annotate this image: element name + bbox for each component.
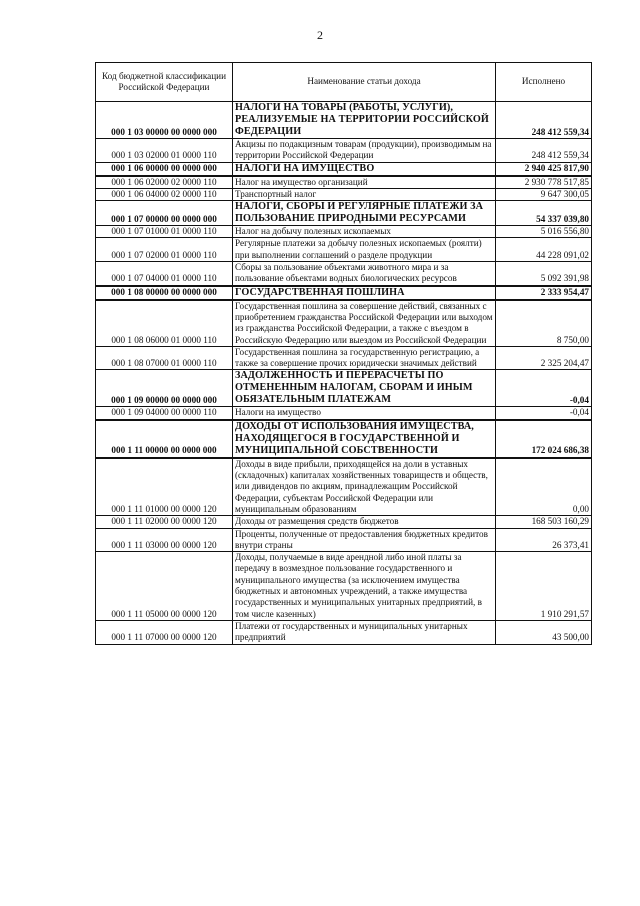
revenue-name-cell: Налог на имущество организаций bbox=[233, 176, 496, 189]
budget-code-cell: 000 1 06 02000 02 0000 110 bbox=[96, 176, 233, 189]
amount-cell: 5 016 556,80 bbox=[496, 226, 592, 238]
amount-cell: 0,00 bbox=[496, 458, 592, 516]
table-row bbox=[96, 226, 592, 238]
amount-cell: 1 910 291,57 bbox=[496, 552, 592, 621]
table-row bbox=[96, 262, 592, 286]
budget-code-cell: 000 1 11 02000 00 0000 120 bbox=[96, 516, 233, 528]
budget-code-cell: 000 1 06 04000 02 0000 110 bbox=[96, 188, 233, 200]
table-section-row bbox=[96, 370, 592, 407]
revenue-name-cell: Доходы, получаемые в виде арендной либо иной платы за передачу в возмездное пользование государственного и муниципального имущества (за исключением имущества бюджетных и автономных учреждений, а также имущества государственных и муниципальных унитарных предприятий, в том числе казенных) bbox=[233, 552, 496, 621]
table-row bbox=[96, 528, 592, 552]
table-row bbox=[96, 188, 592, 200]
amount-cell: 5 092 391,98 bbox=[496, 262, 592, 286]
revenue-name-cell: Транспортный налог bbox=[233, 188, 496, 200]
table-row bbox=[96, 516, 592, 528]
budget-code-cell: 000 1 08 00000 00 0000 000 bbox=[96, 286, 233, 300]
budget-code-cell: 000 1 11 07000 00 0000 120 bbox=[96, 620, 233, 644]
revenue-name-cell: Государственная пошлина за совершение действий, связанных с приобретением гражданства Российской Федерации или выходом из гражданства Российской Федерации, а также с въездом в Российскую Федерацию или выездом из Российской Федерации bbox=[233, 300, 496, 347]
budget-code-cell: 000 1 08 06000 01 0000 110 bbox=[96, 300, 233, 347]
header-code: Код бюджетной классификации Российской Федерации bbox=[96, 63, 233, 102]
revenue-name-cell: Сборы за пользование объектами животного мира и за пользование объектами водных биологических ресурсов bbox=[233, 262, 496, 286]
amount-cell: 248 412 559,34 bbox=[496, 102, 592, 139]
budget-code-cell: 000 1 07 02000 01 0000 110 bbox=[96, 238, 233, 262]
table-section-row bbox=[96, 420, 592, 458]
table-row bbox=[96, 300, 592, 347]
revenue-name-cell: Налог на добычу полезных ископаемых bbox=[233, 226, 496, 238]
table-section-row bbox=[96, 201, 592, 226]
amount-cell: 26 373,41 bbox=[496, 528, 592, 552]
amount-cell: 2 333 954,47 bbox=[496, 286, 592, 300]
amount-cell: 2 930 778 517,85 bbox=[496, 176, 592, 189]
revenue-name-cell: Регулярные платежи за добычу полезных ископаемых (роялти) при выполнении соглашений о разделе продукции bbox=[233, 238, 496, 262]
budget-code-cell: 000 1 09 04000 00 0000 110 bbox=[96, 407, 233, 420]
budget-code-cell: 000 1 03 02000 01 0000 110 bbox=[96, 139, 233, 163]
revenue-name-cell: Налоги на имущество bbox=[233, 407, 496, 420]
page-number: 2 bbox=[317, 28, 323, 42]
budget-code-cell: 000 1 09 00000 00 0000 000 bbox=[96, 370, 233, 407]
budget-code-cell: 000 1 07 01000 01 0000 110 bbox=[96, 226, 233, 238]
table-row bbox=[96, 176, 592, 189]
amount-cell: 248 412 559,34 bbox=[496, 139, 592, 163]
budget-code-cell: 000 1 07 04000 01 0000 110 bbox=[96, 262, 233, 286]
table-section-row bbox=[96, 162, 592, 176]
table-section-row bbox=[96, 102, 592, 139]
amount-cell: 54 337 039,80 bbox=[496, 201, 592, 226]
amount-cell: -0,04 bbox=[496, 407, 592, 420]
revenue-name-cell: Платежи от государственных и муниципальных унитарных предприятий bbox=[233, 620, 496, 644]
amount-cell: 9 647 300,05 bbox=[496, 188, 592, 200]
table-header-row bbox=[96, 63, 592, 102]
amount-cell: -0,04 bbox=[496, 370, 592, 407]
table-row bbox=[96, 458, 592, 516]
budget-code-cell: 000 1 11 05000 00 0000 120 bbox=[96, 552, 233, 621]
header-amount: Исполнено bbox=[496, 63, 592, 102]
table-row bbox=[96, 238, 592, 262]
table-row bbox=[96, 346, 592, 370]
amount-cell: 168 503 160,29 bbox=[496, 516, 592, 528]
amount-cell: 43 500,00 bbox=[496, 620, 592, 644]
amount-cell: 44 228 091,02 bbox=[496, 238, 592, 262]
table-row bbox=[96, 407, 592, 420]
amount-cell: 8 750,00 bbox=[496, 300, 592, 347]
budget-code-cell: 000 1 08 07000 01 0000 110 bbox=[96, 346, 233, 370]
table-row bbox=[96, 620, 592, 644]
revenue-name-cell: ГОСУДАРСТВЕННАЯ ПОШЛИНА bbox=[233, 286, 496, 300]
revenue-name-cell: Акцизы по подакцизным товарам (продукции), производимым на территории Российской Федерации bbox=[233, 139, 496, 163]
budget-code-cell: 000 1 11 01000 00 0000 120 bbox=[96, 458, 233, 516]
revenue-name-cell: НАЛОГИ, СБОРЫ И РЕГУЛЯРНЫЕ ПЛАТЕЖИ ЗА ПОЛЬЗОВАНИЕ ПРИРОДНЫМИ РЕСУРСАМИ bbox=[233, 201, 496, 226]
budget-code-cell: 000 1 11 03000 00 0000 120 bbox=[96, 528, 233, 552]
table-row bbox=[96, 139, 592, 163]
budget-code-cell: 000 1 07 00000 00 0000 000 bbox=[96, 201, 233, 226]
revenue-name-cell: ДОХОДЫ ОТ ИСПОЛЬЗОВАНИЯ ИМУЩЕСТВА, НАХОДЯЩЕГОСЯ В ГОСУДАРСТВЕННОЙ И МУНИЦИПАЛЬНОЙ СОБСТВЕННОСТИ bbox=[233, 420, 496, 458]
revenue-name-cell: Доходы от размещения средств бюджетов bbox=[233, 516, 496, 528]
budget-code-cell: 000 1 06 00000 00 0000 000 bbox=[96, 162, 233, 176]
budget-code-cell: 000 1 11 00000 00 0000 000 bbox=[96, 420, 233, 458]
table-section-row bbox=[96, 286, 592, 300]
revenue-name-cell: НАЛОГИ НА ТОВАРЫ (РАБОТЫ, УСЛУГИ), РЕАЛИЗУЕМЫЕ НА ТЕРРИТОРИИ РОССИЙСКОЙ ФЕДЕРАЦИИ bbox=[233, 102, 496, 139]
amount-cell: 2 940 425 817,90 bbox=[496, 162, 592, 176]
header-name: Наименование статьи дохода bbox=[233, 63, 496, 102]
budget-code-cell: 000 1 03 00000 00 0000 000 bbox=[96, 102, 233, 139]
amount-cell: 172 024 686,38 bbox=[496, 420, 592, 458]
revenue-name-cell: НАЛОГИ НА ИМУЩЕСТВО bbox=[233, 162, 496, 176]
revenue-name-cell: Доходы в виде прибыли, приходящейся на доли в уставных (складочных) капиталах хозяйственных товариществ и обществ, или дивидендов по акциям, принадлежащим Российской Федерации, субъектам Российской Федерации или муниципальным образованиям bbox=[233, 458, 496, 516]
revenue-name-cell: ЗАДОЛЖЕННОСТЬ И ПЕРЕРАСЧЕТЫ ПО ОТМЕНЕННЫМ НАЛОГАМ, СБОРАМ И ИНЫМ ОБЯЗАТЕЛЬНЫМ ПЛАТЕЖАМ bbox=[233, 370, 496, 407]
table-row bbox=[96, 552, 592, 621]
amount-cell: 2 325 204,47 bbox=[496, 346, 592, 370]
revenue-name-cell: Государственная пошлина за государственную регистрацию, а также за совершение прочих юридически значимых действий bbox=[233, 346, 496, 370]
revenue-name-cell: Проценты, полученные от предоставления бюджетных кредитов внутри страны bbox=[233, 528, 496, 552]
revenue-table bbox=[95, 62, 592, 645]
